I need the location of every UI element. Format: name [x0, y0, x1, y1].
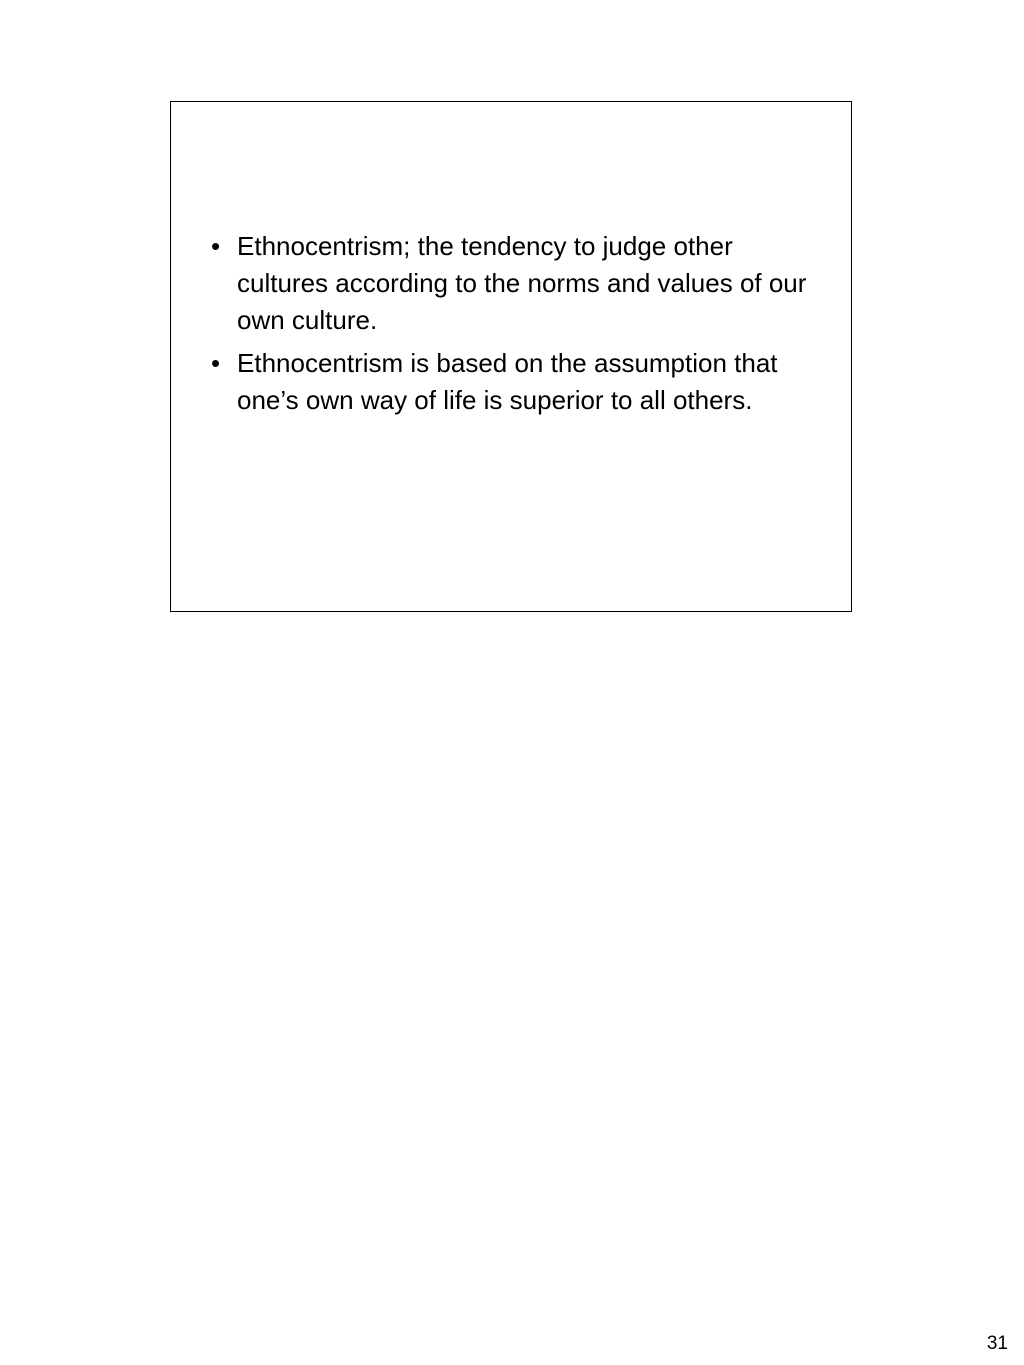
bullet-icon: •: [211, 231, 221, 261]
bullet-item: [211, 345, 811, 419]
bullet-list: [211, 228, 811, 425]
page-number: 31: [986, 1333, 1008, 1354]
bullet-icon: •: [211, 348, 221, 378]
slide-frame: [170, 101, 852, 612]
bullet-item: [211, 228, 811, 339]
bullet-text: Ethnocentrism is based on the assumption that one’s own way of life is superior to all others.: [237, 348, 778, 415]
bullet-text: Ethnocentrism; the tendency to judge other cultures according to the norms and values of our own culture.: [237, 231, 807, 335]
